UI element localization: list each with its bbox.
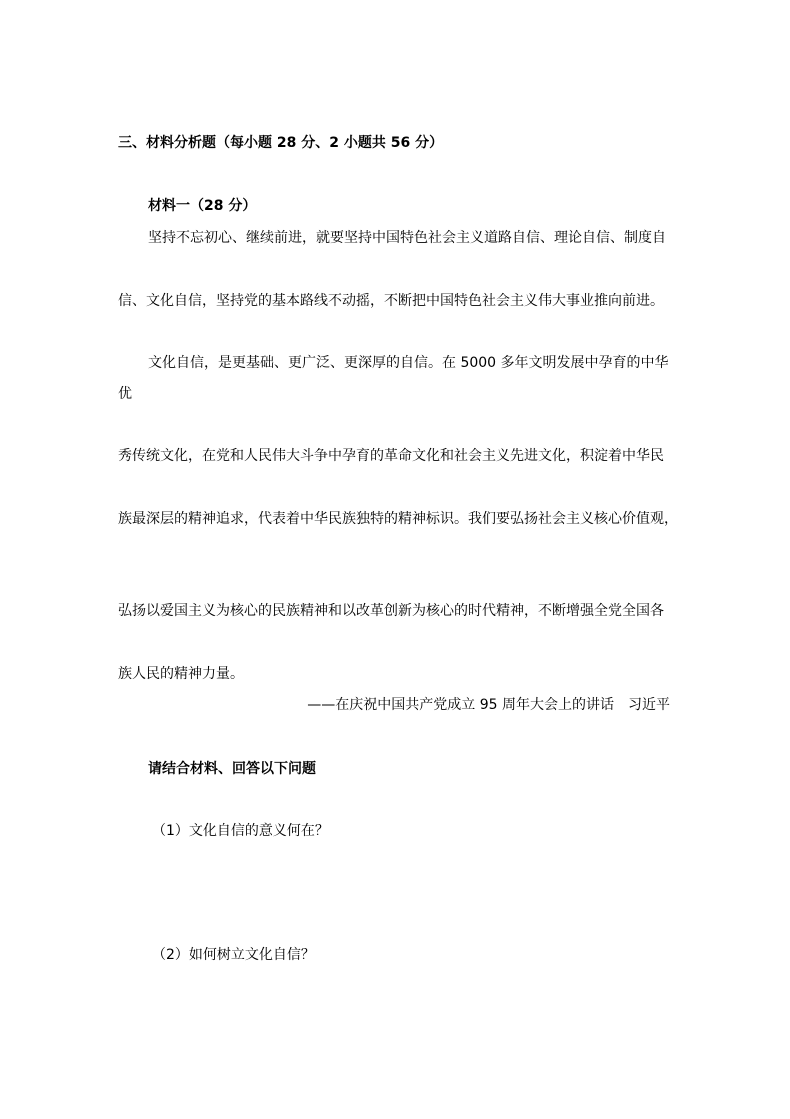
question-1: （1）文化自信的意义何在？ xyxy=(152,823,329,839)
material-source: ——在庆祝中国共产党成立 95 周年大会上的讲话 习近平 xyxy=(307,697,670,713)
text-line: 文化自信，是更基础、更广泛、更深厚的自信。在 5000 多年文明发展中孕育的中华 xyxy=(148,355,669,371)
material-label: 材料一（28 分） xyxy=(148,198,257,214)
text-line: 族最深层的精神追求，代表着中华民族独特的精神标识。我们要弘扬社会主义核心价值观， xyxy=(118,511,678,527)
text-line: 信、文化自信，坚持党的基本路线不动摇，不断把中国特色社会主义伟大事业推向前进。 xyxy=(118,293,664,309)
questions-prompt: 请结合材料、回答以下问题 xyxy=(148,761,316,777)
text-line: 秀传统文化，在党和人民伟大斗争中孕育的革命文化和社会主义先进文化，积淀着中华民 xyxy=(118,448,664,464)
text-line: 弘扬以爱国主义为核心的民族精神和以改革创新为核心的时代精神，不断增强全党全国各 xyxy=(118,603,664,619)
question-2: （2）如何树立文化自信？ xyxy=(152,947,315,963)
text-line: 坚持不忘初心、继续前进，就要坚持中国特色社会主义道路自信、理论自信、制度自 xyxy=(148,230,666,246)
text-line: 优 xyxy=(118,386,132,402)
text-line: 族人民的精神力量。 xyxy=(118,666,244,682)
section-heading: 三、材料分析题（每小题 28 分、2 小题共 56 分） xyxy=(118,135,444,151)
